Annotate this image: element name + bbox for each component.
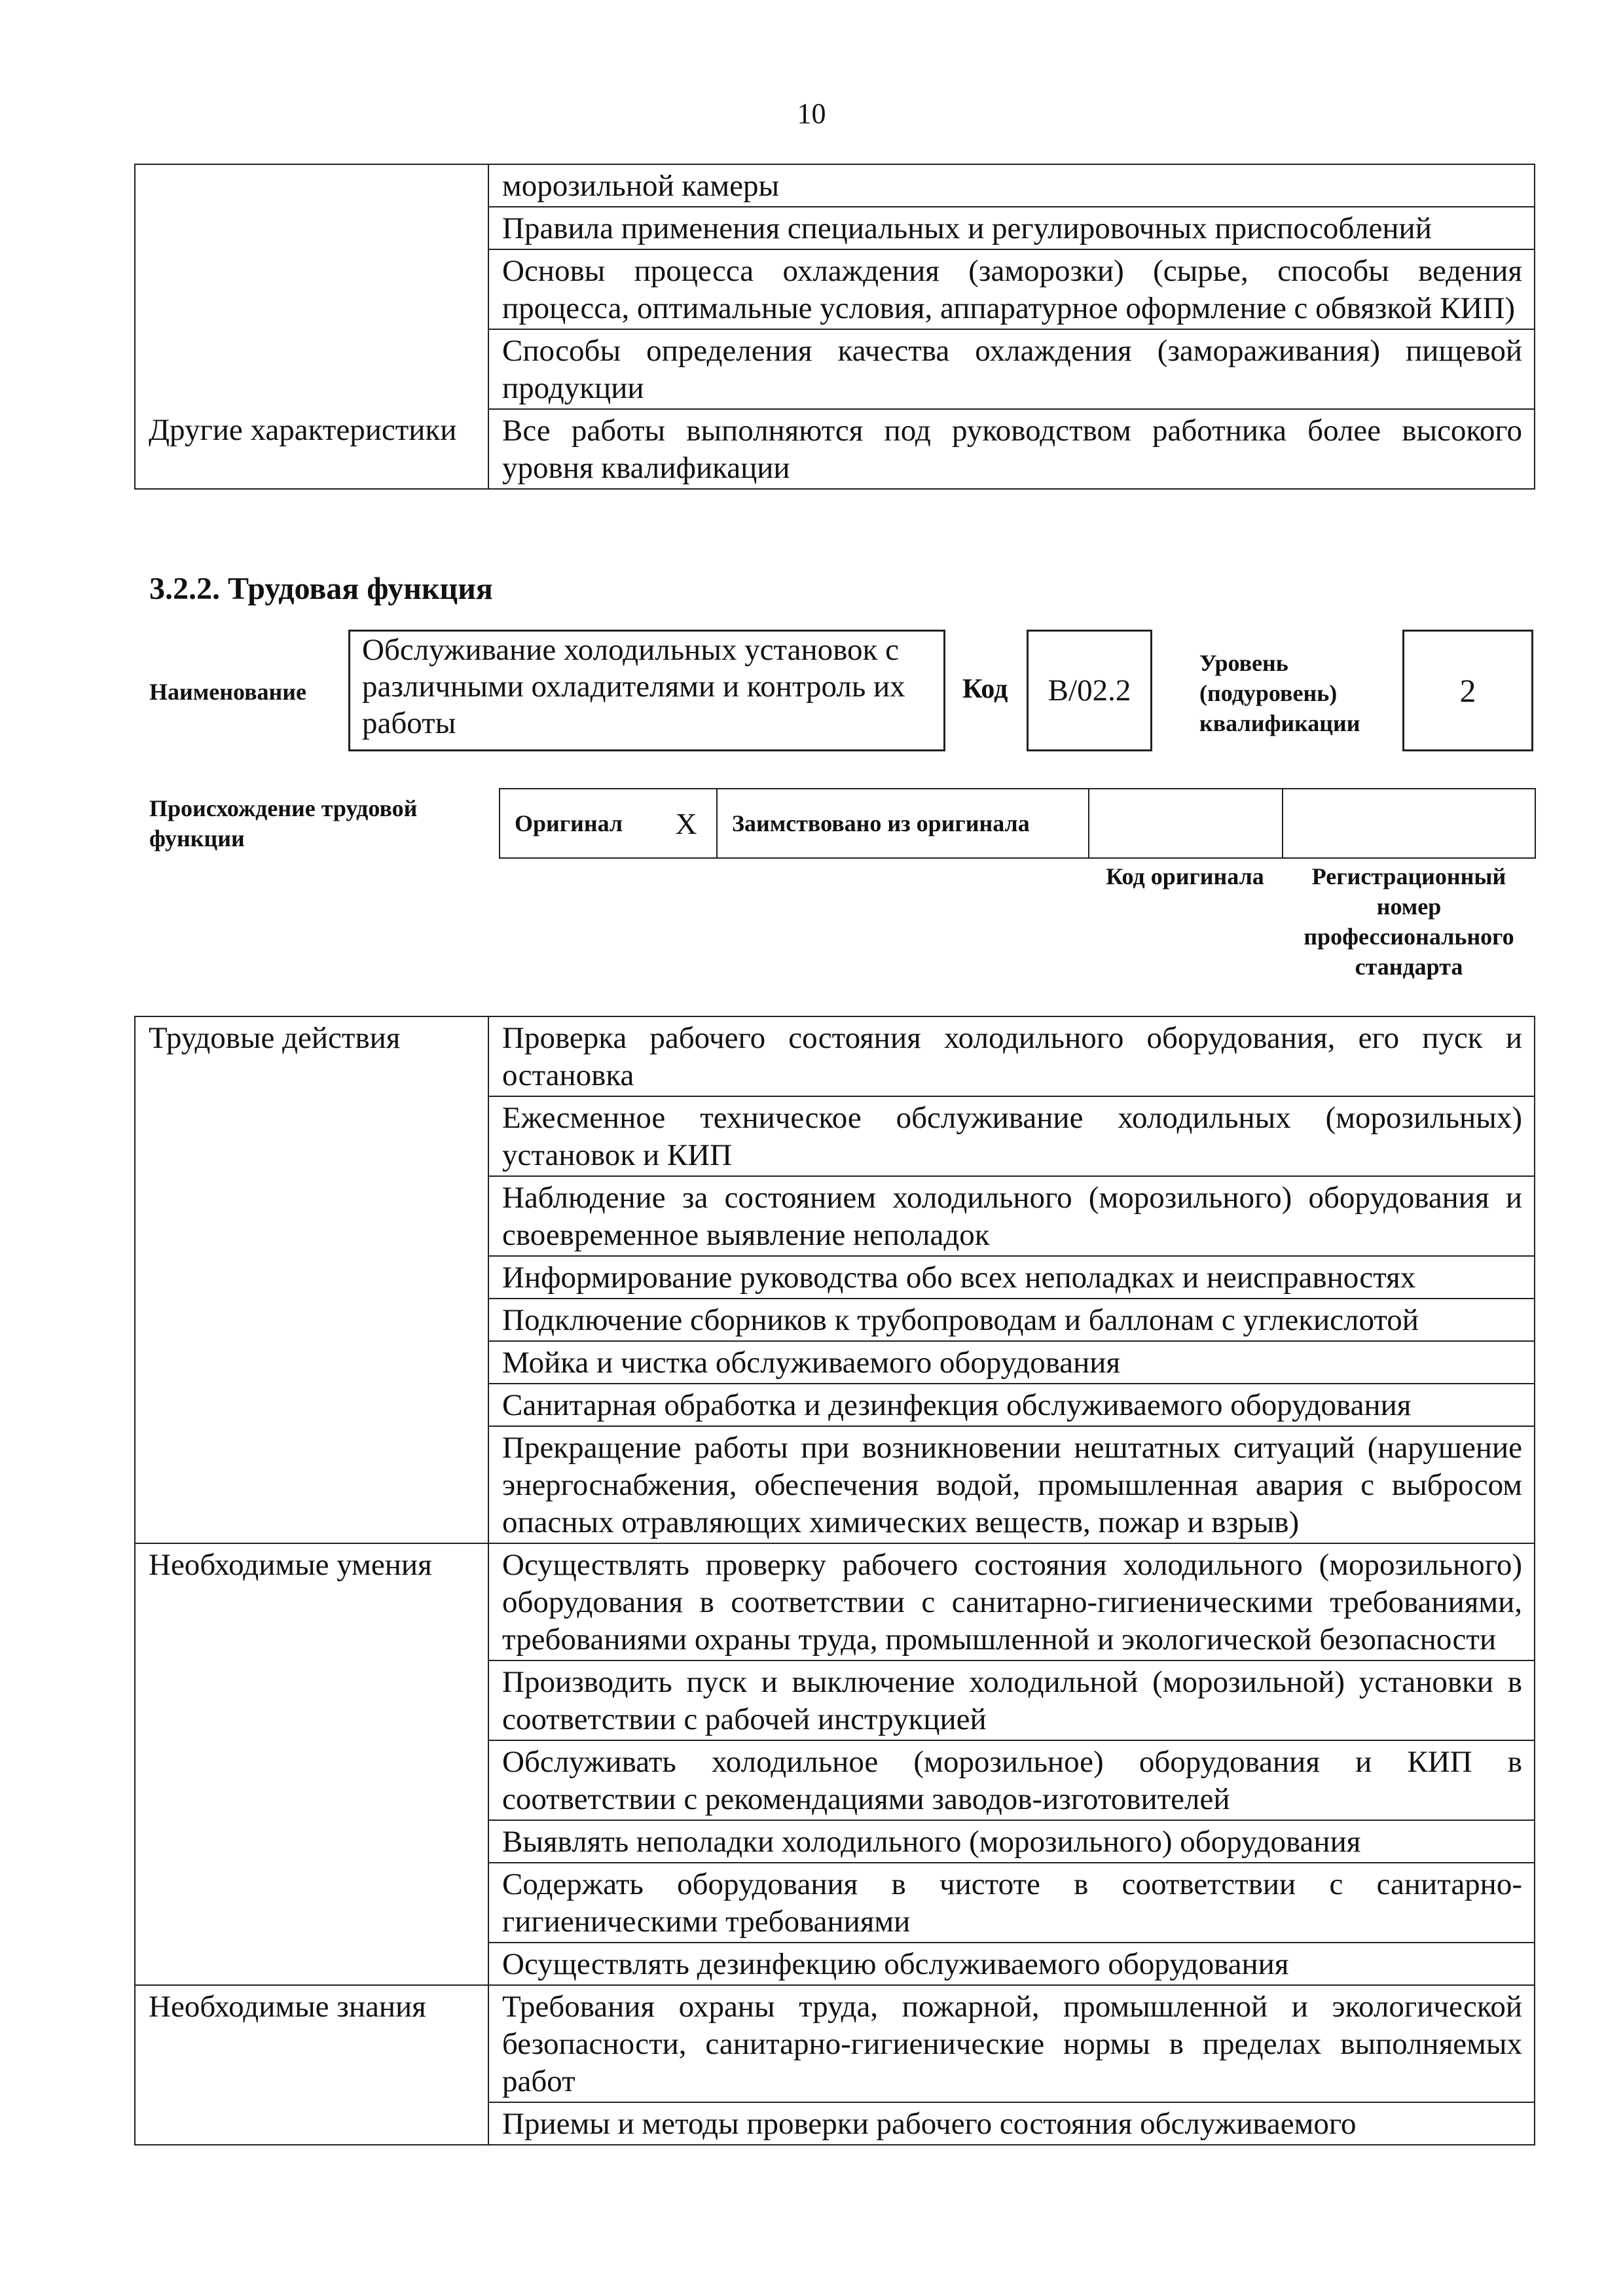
action-item: Проверка рабочего состояния холодильного оборудования, его пуск и остановка (488, 1016, 1535, 1096)
knowledge-item: Требования охраны труда, пожарной, промышленной и экологической безопасности, санитарно-гигиенические нормы в пределах выполняемых работ (488, 1985, 1535, 2102)
action-item: Подключение сборников к трубопроводам и баллонам с углекислотой (488, 1299, 1535, 1341)
bottom-table (134, 1016, 1535, 2145)
origin-label: Происхождение трудовой функции (149, 795, 418, 852)
knowledge-label: Необходимые знания (135, 1985, 488, 2145)
skills-label: Необходимые умения (135, 1543, 488, 1985)
top-table (134, 164, 1535, 490)
table-cell: Способы определения качества охлаждения (замораживания) пищевой продукции (488, 329, 1535, 409)
name-label: Наименование (149, 679, 306, 705)
table-cell: Правила применения специальных и регулировочных приспособлений (488, 207, 1535, 249)
level-label: Уровень (подуровень) квалификации (1199, 650, 1360, 736)
code-original-cell (1088, 789, 1282, 857)
code-label: Код (962, 674, 1008, 704)
code-value: В/02.2 (1027, 630, 1152, 751)
other-characteristics-label: Другие характеристики (135, 409, 488, 489)
skill-item: Осуществлять дезинфекцию обслуживаемого оборудования (488, 1943, 1535, 1985)
original-label: Оригинал (515, 810, 623, 836)
skill-item: Выявлять неполадки холодильного (морозильного) оборудования (488, 1820, 1535, 1863)
page-number: 10 (797, 98, 826, 130)
skill-item: Производить пуск и выключение холодильной (морозильной) установки в соответствии с рабочей инструкцией (488, 1660, 1535, 1740)
action-item: Наблюдение за состоянием холодильного (морозильного) оборудования и своевременное выявление неполадок (488, 1176, 1535, 1256)
actions-label: Трудовые действия (135, 1016, 488, 1543)
level-value: 2 (1402, 630, 1533, 751)
action-item: Мойка и чистка обслуживаемого оборудования (488, 1341, 1535, 1384)
skill-item: Обслуживать холодильное (морозильное) оборудования и КИП в соответствии с рекомендациями заводов-изготовителей (488, 1740, 1535, 1820)
other-characteristics-value: Все работы выполняются под руководством работника более высокого уровня квалификации (502, 414, 1522, 485)
skill-item: Осуществлять проверку рабочего состояния холодильного (морозильного) оборудования в соответствии с санитарно-гигиеническими требованиями, требованиями охраны труда, промышленной и экологической безопасности (488, 1543, 1535, 1660)
table-cell: Основы процесса охлаждения (заморозки) (сырье, способы ведения процесса, оптимальные условия, аппаратурное оформление с обвязкой КИП) (488, 249, 1535, 329)
table-cell: морозильной камеры (488, 164, 1535, 207)
action-item: Информирование руководства обо всех неполадках и неисправностях (488, 1256, 1535, 1299)
action-item: Ежесменное техническое обслуживание холодильных (морозильных) установок и КИП (488, 1096, 1535, 1176)
section-heading: 3.2.2. Трудовая функция (149, 571, 493, 606)
action-item: Санитарная обработка и дезинфекция обслуживаемого оборудования (488, 1384, 1535, 1426)
origin-row (499, 788, 1536, 859)
empty-label-cell (135, 164, 488, 409)
code-original-caption: Код оригинала (1106, 863, 1264, 889)
name-value: Обслуживание холодильных установок с различными охладителями и контроль их работы (348, 630, 945, 751)
reg-number-cell (1282, 789, 1536, 857)
skill-item: Содержать оборудования в чистоте в соответствии с санитарно-гигиеническими требованиями (488, 1863, 1535, 1943)
knowledge-item: Приемы и методы проверки рабочего состояния обслуживаемого (502, 2107, 1357, 2141)
borrowed-label: Заимствовано из оригинала (732, 810, 1030, 836)
reg-number-caption: Регистрационный номер профессионального стандарта (1304, 863, 1514, 980)
action-item: Прекращение работы при возникновении нештатных ситуаций (нарушение энергоснабжения, обеспечения водой, промышленная авария с выбросом опасных отравляющих химических веществ, пожар и взрыв) (488, 1426, 1535, 1543)
original-mark: X (675, 806, 697, 840)
